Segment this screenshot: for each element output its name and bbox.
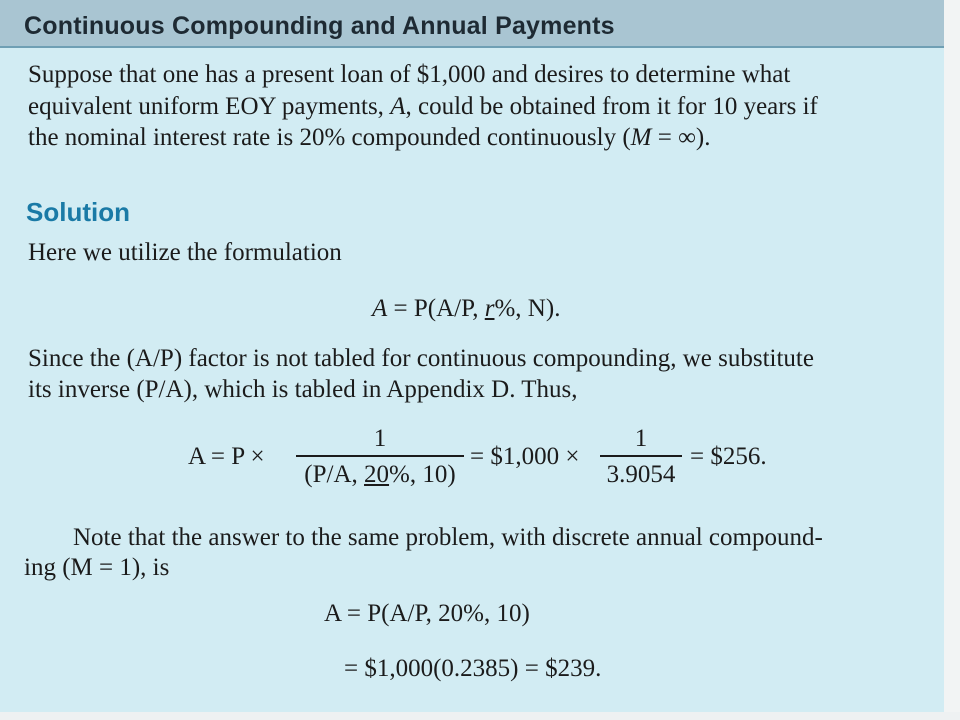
fraction-factor-value (600, 426, 682, 487)
page-edge (0, 712, 960, 720)
solution-text-1: Since the (A/P) factor is not tabled for continuous compounding, we substitute (28, 345, 814, 372)
formula-tail: %, N). (494, 295, 561, 322)
variable-m: M (630, 124, 652, 151)
problem-text: = ∞). (651, 124, 711, 151)
discrete-formula: A = P(A/P, 20%, 10) (324, 600, 530, 627)
problem-text: the nominal interest rate is 20% compounded continuously ( (28, 124, 631, 151)
page-edge (944, 0, 960, 720)
fraction-numerator: 1 (634, 425, 648, 452)
solution-intro: Here we utilize the formulation (28, 239, 342, 266)
equation-mid: = $1,000 × (470, 443, 580, 470)
formula-rate: r (484, 295, 495, 322)
note-line-2: ing (M = 1), is (24, 554, 170, 581)
problem-text: , could be obtained from it for 10 years if (405, 93, 818, 120)
problem-line-1: Suppose that one has a present loan of $1,000 and desires to determine what (28, 61, 791, 88)
example-title: Continuous Compounding and Annual Payments (24, 12, 615, 40)
fraction-denominator: 3.9054 (606, 461, 676, 488)
variable-a: A (390, 93, 406, 120)
fraction-inverse-factor (296, 426, 464, 487)
fraction-denominator (296, 457, 464, 487)
formula-a-over-p (372, 296, 560, 321)
equation-result: = $256. (690, 443, 767, 470)
formula-mid: = P(A/P, (387, 295, 485, 322)
equation-lhs: A = P × (188, 443, 265, 470)
title-band (0, 0, 944, 48)
solution-heading: Solution (26, 197, 130, 227)
fraction-numerator: 1 (373, 425, 387, 452)
problem-text: equivalent uniform EOY payments, (28, 93, 391, 120)
denominator-text: (P/A, (304, 461, 365, 488)
denominator-text: %, 10) (389, 461, 456, 488)
problem-line-2 (28, 94, 818, 119)
solution-text-2: its inverse (P/A), which is tabled in Appendix D. Thus, (28, 376, 578, 403)
problem-line-3 (28, 125, 710, 150)
denominator-rate: 20 (364, 461, 390, 488)
note-line-1: Note that the answer to the same problem, with discrete annual compound- (73, 524, 823, 551)
discrete-result: = $1,000(0.2385) = $239. (344, 655, 602, 682)
formula-lhs: A (372, 295, 388, 322)
